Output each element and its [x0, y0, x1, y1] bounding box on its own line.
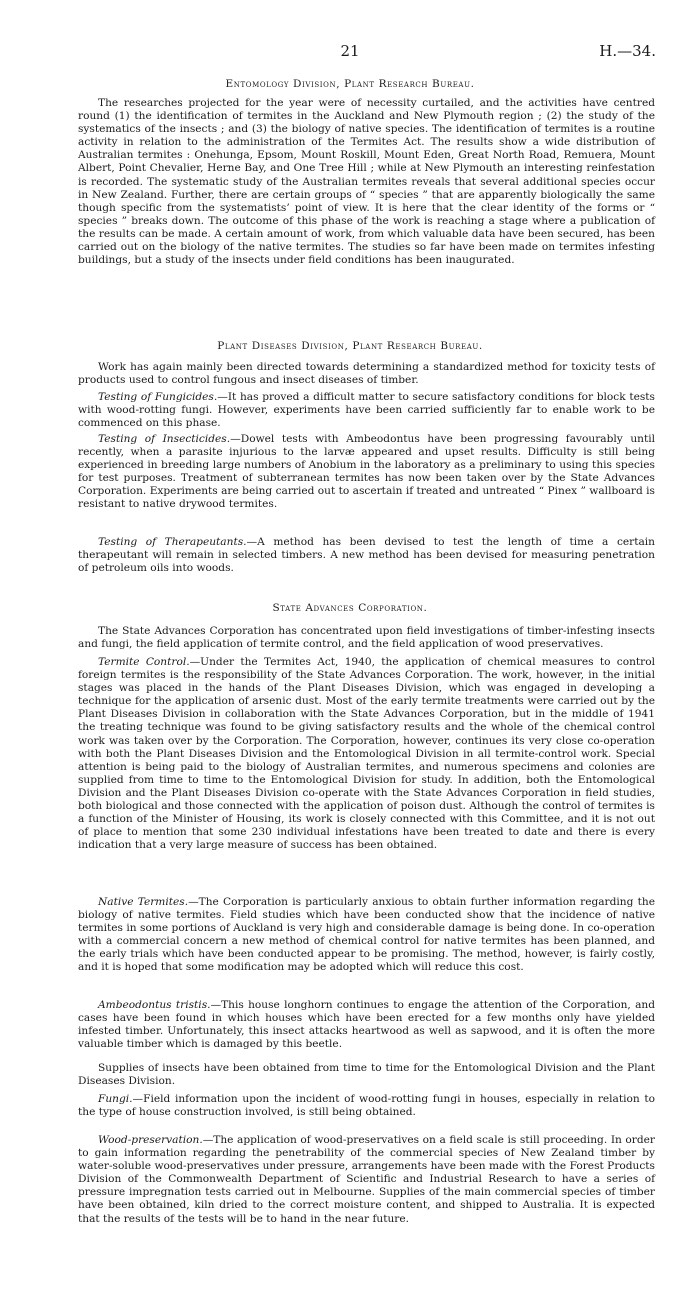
document-reference: H.—34.: [599, 42, 656, 60]
paragraph: [78, 1062, 655, 1088]
paragraph-text: Work has again mainly been directed towards determining a standardized method for toxicity tests of products used to control fungous and insect diseases of timber.: [78, 361, 655, 387]
paragraph-lead: Termite Control.: [98, 656, 190, 668]
paragraph-lead: Testing of Fungicides.: [98, 391, 218, 403]
paragraph: [78, 656, 655, 852]
paragraph: [78, 1134, 655, 1226]
paragraph-text: —Dowel tests with Ambeodontus have been progressing favourably until recently, when a parasite injurious to the larvæ appeared and upset results. Difficulty is still being experienced in breeding large numbers of Anobium in the laboratory as a preliminary to using this species for test purposes. Treatment of subterranean termites has now been taken over by the State Advances Corporation. Experiments are being carried out to ascertain if treated and untreated “ Pinex ” wallboard is resistant to native drywood termites.: [78, 433, 656, 511]
paragraph-lead: Fungi.: [98, 1093, 133, 1105]
paragraph: [78, 361, 655, 387]
paragraph-text: —This house longhorn continues to engage the attention of the Corporation, and cases have been found in which houses which have been erected for a few months only have yielded infested timber. Unfortunately, this insect attacks heartwood as well as sapwood, and it is often the more valuable timber which is damaged by this beetle.: [78, 999, 655, 1051]
paragraph-text: —The application of wood-preservatives on a field scale is still proceeding. In order to gain information regarding the penetrability of the commercial species of New Zealand timber by water-soluble wood-preservatives under pressure, arrangements have been made with the Forest Products Division of the Commonwealth Department of Scientific and Industrial Research to have a series of pressure impregnation tests carried out in Melbourne. Supplies of the main commercial species of timber have been obtained, kiln dried to the correct moisture content, and shipped to Australia. It is expected that the results of the tests will be to hand in the near future.: [78, 1134, 655, 1225]
paragraph-text: —The Corporation is particularly anxious to obtain further information regarding the biology of native termites. Field studies which have been conducted show that the incidence of native termites in some portions of Auckland is very high and considerable damage is being done. In co-operation with a commercial concern a new method of chemical control for native termites has been planned, and the early trials which have been conducted appear to be promising. The method, however, is fairly costly, and it is hoped that some modification may be adopted which will reduce this cost.: [78, 896, 655, 974]
paragraph-lead: Wood-preservation.: [98, 1134, 203, 1146]
paragraph-text: —It has proved a difficult matter to secure satisfactory conditions for block tests with wood-rotting fungi. However, experiments have been carried sufficiently far to enable work to be commenced on this phase.: [78, 391, 655, 430]
section-heading-state-advances: State Advances Corporation.: [272, 602, 428, 614]
page-number: 21: [340, 42, 360, 60]
paragraph: [78, 999, 655, 1051]
paragraph: [78, 97, 655, 267]
paragraph-lead: Native Termites.: [98, 896, 189, 908]
paragraph: [78, 536, 655, 575]
paragraph: [78, 896, 655, 975]
paragraph-text: —A method has been devised to test the length of time a certain therapeutant will remain in selected timbers. A new method has been devised for measuring penetration of petroleum oils into woods.: [78, 536, 655, 575]
paragraph: [78, 433, 655, 512]
paragraph-lead: Testing of Insecticides.: [98, 433, 231, 445]
paragraph-text: —Field information upon the incident of wood-rotting fungi in houses, especially in relation to the type of house construction involved, is still being obtained.: [78, 1093, 655, 1119]
paragraph-text: The researches projected for the year were of necessity curtailed, and the activities have centred round (1) the identification of termites in the Auckland and New Plymouth region ; (2) the study of the systematics of the insects ; and (3) the biology of native species. The identification of termites is a routine activity in relation to the administration of the Termites Act. The results show a wide distribution of Australian termites : Onehunga, Epsom, Mount Roskill, Mount Eden, Great North Road, Remuera, Mount Albert, Point Chevalier, Herne Bay, and One Tree Hill ; while at New Plymouth an interesting reinfestation is recorded. The systematic study of the Australian termites reveals that several additional species occur in New Zealand. Further, there are certain groups of “ species ” that are apparently biologically the same though specific from the systematists’ point of view. It is here that the clear identity of the forms or “ species ” breaks down. The outcome of this phase of the work is reaching a stage where a publication of the results can be made. A certain amount of work, from which valuable data have been secured, has been carried out on the biology of the native termites. The studies so far have been made on termites infesting buildings, but a study of the insects under field conditions has been inaugurated.: [78, 97, 655, 267]
paragraph: [78, 1093, 655, 1119]
paragraph: [78, 625, 655, 651]
paragraph-lead: Testing of Therapeutants.: [98, 536, 247, 548]
paragraph-lead: Ambeodontus tristis.: [98, 999, 211, 1011]
paragraph-text: Supplies of insects have been obtained from time to time for the Entomological Division and the Plant Diseases Division.: [78, 1062, 655, 1088]
paragraph: [78, 391, 655, 430]
section-heading-entomology: Entomology Division, Plant Research Bureau.: [225, 78, 475, 90]
paragraph-text: The State Advances Corporation has concentrated upon field investigations of timber-infesting insects and fungi, the field application of termite control, and the field application of wood preservatives.: [78, 625, 655, 651]
section-heading-plant-diseases: Plant Diseases Division, Plant Research Bureau.: [217, 340, 483, 352]
paragraph-text: —Under the Termites Act, 1940, the application of chemical measures to control foreign termites is the responsibility of the State Advances Corporation. The work, however, in the initial stages was placed in the hands of the Plant Diseases Division, which was engaged in developing a technique for the application of arsenic dust. Most of the early termite treatments were carried out by the Plant Diseases Division in collaboration with the State Advances Corporation, but in the middle of 1941 the treating technique was found to be giving satisfactory results and the whole of the chemical control work was taken over by the Corporation. The Corporation, however, continues its very close co-operation with both the Plant Diseases Division and the Entomological Division in all termite-control work. Special attention is being paid to the biology of Australian termites, and numerous specimens and colonies are supplied from time to time to the Entomological Division for study. In addition, both the Entomological Division and the Plant Diseases Division co-operate with the State Advances Corporation in field studies, both biological and those connected with the application of poison dust. Although the control of termites is a function of the Minister of Housing, its work is closely connected with this Committee, and it is not out of place to mention that some 230 individual infestations have been treated to date and there is every indication that a very large measure of success has been obtained.: [78, 656, 655, 852]
